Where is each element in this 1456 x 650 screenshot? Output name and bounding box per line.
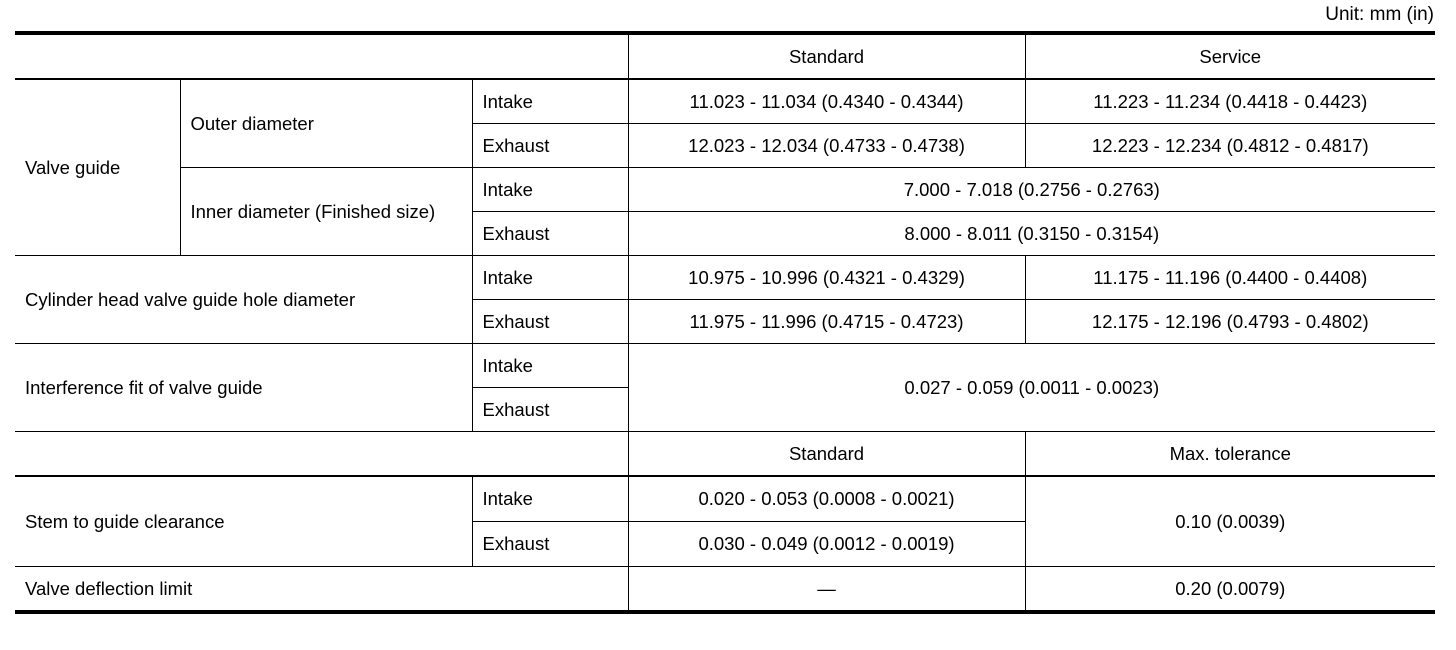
header-blank bbox=[15, 33, 628, 79]
header2-standard: Standard bbox=[628, 432, 1025, 477]
header-row-1 bbox=[15, 33, 1435, 79]
interference-exhaust-label: Exhaust bbox=[472, 388, 628, 432]
valve-guide-spec-table bbox=[15, 31, 1435, 614]
stem-label: Stem to guide clearance bbox=[15, 476, 472, 567]
head-hole-intake-service: 11.175 - 11.196 (0.4400 - 0.4408) bbox=[1025, 256, 1435, 300]
stem-max-tolerance: 0.10 (0.0039) bbox=[1025, 476, 1435, 567]
outer-diameter-label: Outer diameter bbox=[180, 79, 472, 168]
head-hole-label: Cylinder head valve guide hole diameter bbox=[15, 256, 472, 344]
table-row bbox=[15, 567, 1435, 613]
table-row bbox=[15, 344, 1435, 388]
stem-intake-label: Intake bbox=[472, 476, 628, 522]
stem-intake-standard: 0.020 - 0.053 (0.0008 - 0.0021) bbox=[628, 476, 1025, 522]
outer-intake-label: Intake bbox=[472, 79, 628, 124]
inner-exhaust-value: 8.000 - 8.011 (0.3150 - 0.3154) bbox=[628, 212, 1435, 256]
interference-intake-label: Intake bbox=[472, 344, 628, 388]
interference-label: Interference fit of valve guide bbox=[15, 344, 472, 432]
head-hole-intake-label: Intake bbox=[472, 256, 628, 300]
inner-diameter-label: Inner diameter (Finished size) bbox=[180, 168, 472, 256]
table-row bbox=[15, 476, 1435, 522]
outer-exhaust-standard: 12.023 - 12.034 (0.4733 - 0.4738) bbox=[628, 124, 1025, 168]
outer-exhaust-service: 12.223 - 12.234 (0.4812 - 0.4817) bbox=[1025, 124, 1435, 168]
stem-exhaust-label: Exhaust bbox=[472, 522, 628, 567]
outer-intake-standard: 11.023 - 11.034 (0.4340 - 0.4344) bbox=[628, 79, 1025, 124]
table-row bbox=[15, 256, 1435, 300]
inner-exhaust-label: Exhaust bbox=[472, 212, 628, 256]
deflection-standard: — bbox=[628, 567, 1025, 613]
header2-max-tolerance: Max. tolerance bbox=[1025, 432, 1435, 477]
interference-value: 0.027 - 0.059 (0.0011 - 0.0023) bbox=[628, 344, 1435, 432]
deflection-label: Valve deflection limit bbox=[15, 567, 628, 613]
header-row-2 bbox=[15, 432, 1435, 477]
head-hole-intake-standard: 10.975 - 10.996 (0.4321 - 0.4329) bbox=[628, 256, 1025, 300]
header-standard: Standard bbox=[628, 33, 1025, 79]
head-hole-exhaust-service: 12.175 - 12.196 (0.4793 - 0.4802) bbox=[1025, 300, 1435, 344]
unit-label: Unit: mm (in) bbox=[1325, 4, 1434, 25]
inner-intake-value: 7.000 - 7.018 (0.2756 - 0.2763) bbox=[628, 168, 1435, 212]
head-hole-exhaust-standard: 11.975 - 11.996 (0.4715 - 0.4723) bbox=[628, 300, 1025, 344]
table-row bbox=[15, 168, 1435, 212]
outer-intake-service: 11.223 - 11.234 (0.4418 - 0.4423) bbox=[1025, 79, 1435, 124]
table-row bbox=[15, 79, 1435, 124]
head-hole-exhaust-label: Exhaust bbox=[472, 300, 628, 344]
stem-exhaust-standard: 0.030 - 0.049 (0.0012 - 0.0019) bbox=[628, 522, 1025, 567]
outer-exhaust-label: Exhaust bbox=[472, 124, 628, 168]
deflection-max: 0.20 (0.0079) bbox=[1025, 567, 1435, 613]
valve-guide-label: Valve guide bbox=[15, 79, 180, 256]
header2-blank bbox=[15, 432, 628, 477]
inner-intake-label: Intake bbox=[472, 168, 628, 212]
header-service: Service bbox=[1025, 33, 1435, 79]
